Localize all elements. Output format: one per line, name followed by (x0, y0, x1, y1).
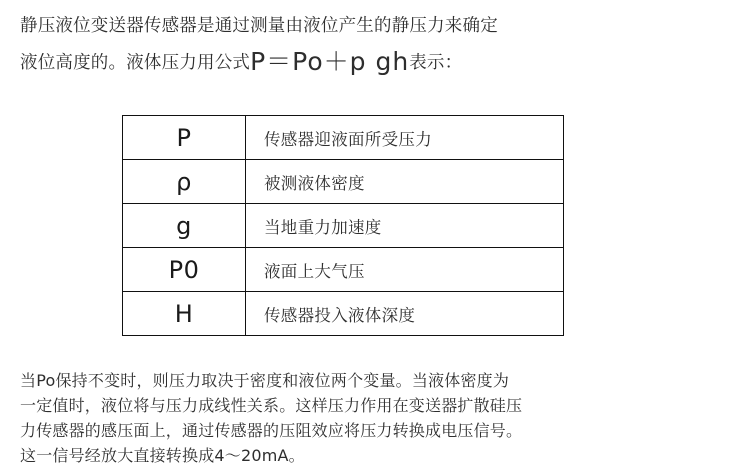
description-cell: 当地重力加速度 (246, 204, 564, 248)
intro-line-2-prefix: 液位高度的。液体压力用公式 (20, 53, 251, 73)
symbol-cell: ρ (123, 160, 246, 204)
closing-paragraph (20, 368, 720, 468)
description-cell: 被测液体密度 (246, 160, 564, 204)
table-row (123, 116, 564, 160)
table-row (123, 248, 564, 292)
intro-paragraph (20, 8, 720, 81)
intro-line-2-suffix: 表示： (409, 53, 463, 73)
symbol-legend-table-wrapper (122, 115, 564, 336)
symbol-cell: g (123, 204, 246, 248)
pressure-formula: P＝Po＋p gh (250, 47, 410, 76)
table-row (123, 204, 564, 248)
description-cell: 传感器迎液面所受压力 (246, 116, 564, 160)
symbol-cell: H (123, 292, 246, 336)
table-row (123, 160, 564, 204)
closing-line-3: 力传感器的感压面上，通过传感器的压阻效应将压力转换成电压信号。 (20, 421, 523, 440)
closing-line-1: 当Po保持不变时，则压力取决于密度和液位两个变量。当液体密度为 (20, 371, 510, 390)
description-cell: 传感器投入液体深度 (246, 292, 564, 336)
table-row (123, 292, 564, 336)
symbol-cell: P (123, 116, 246, 160)
symbol-legend-table (122, 115, 564, 336)
closing-line-4: 这一信号经放大直接转换成4～20mA。 (20, 446, 305, 465)
intro-line-1: 静压液位变送器传感器是通过测量由液位产生的静压力来确定 (20, 16, 498, 36)
description-cell: 液面上大气压 (246, 248, 564, 292)
closing-line-2: 一定值时，液位将与压力成线性关系。这样压力作用在变送器扩散硅压 (20, 396, 523, 415)
symbol-cell: P0 (123, 248, 246, 292)
